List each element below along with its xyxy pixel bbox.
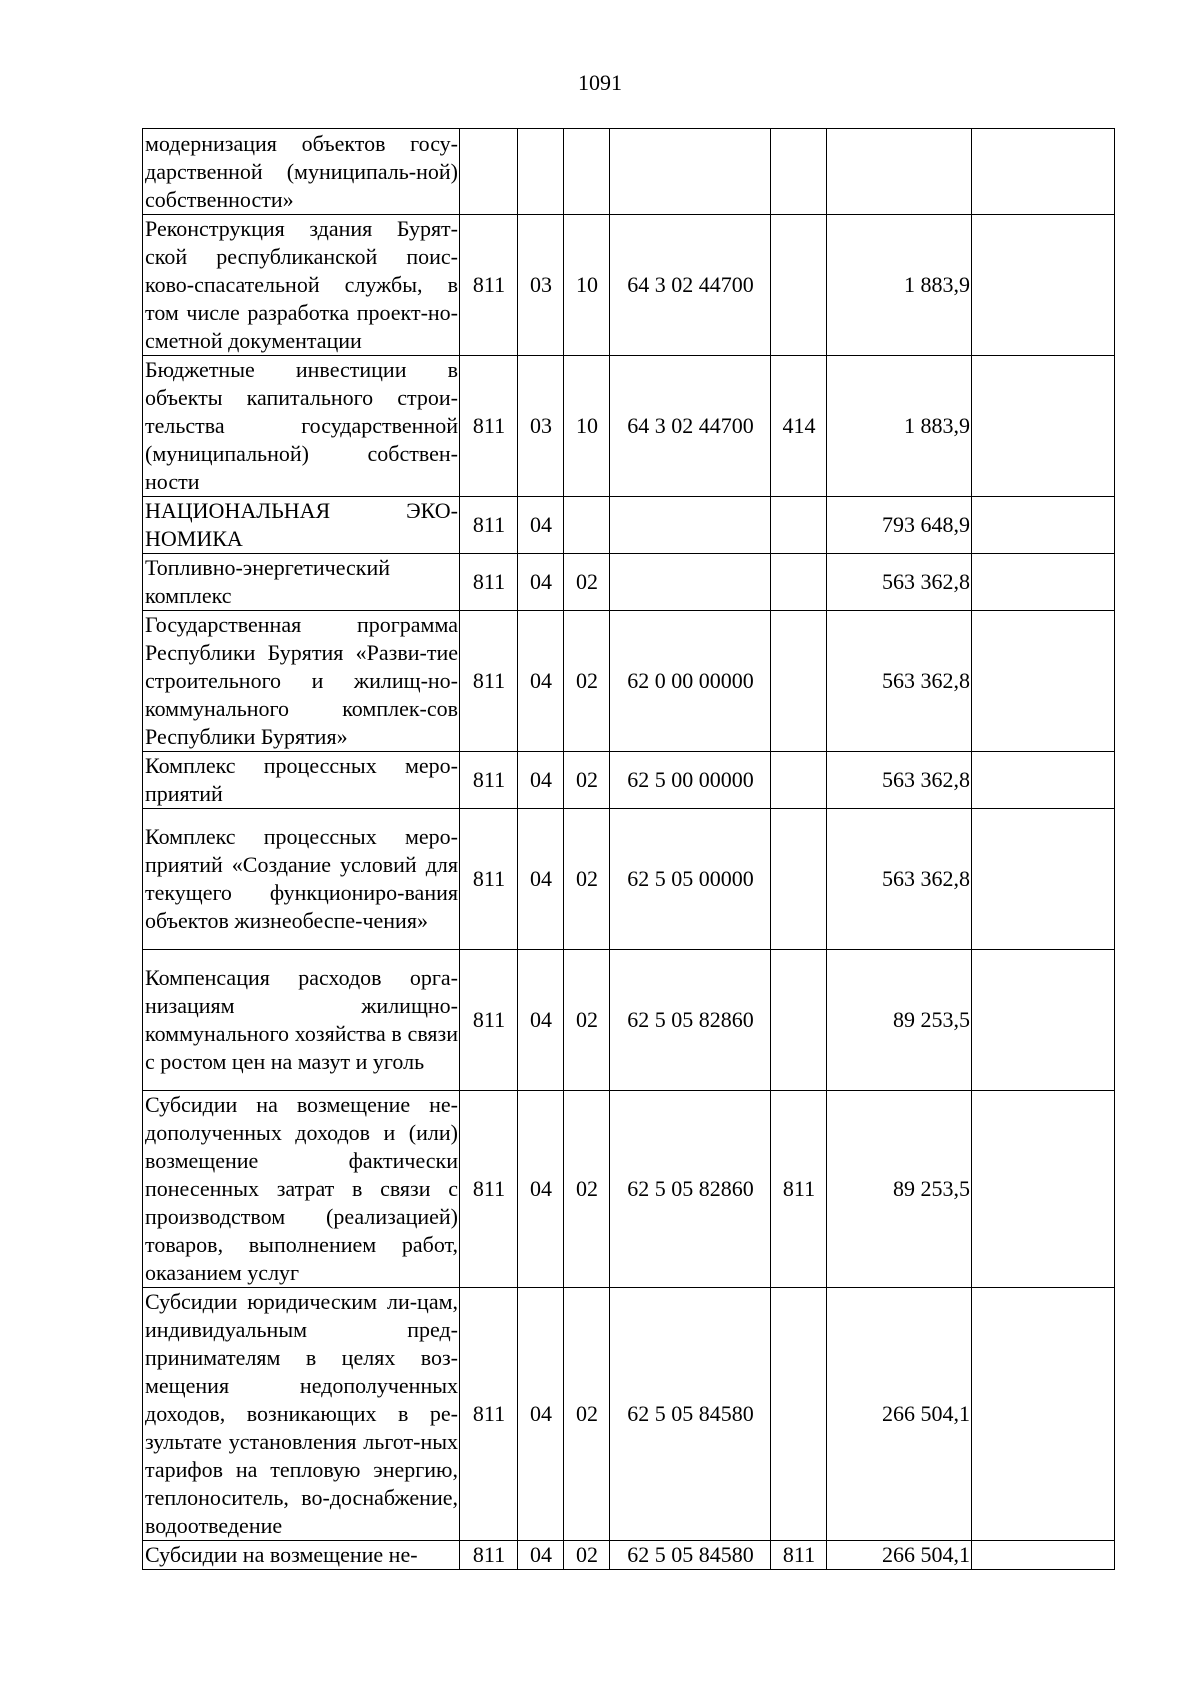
grbs-code-cell: 811: [460, 809, 518, 950]
row-name-cell: [143, 1288, 460, 1541]
expense-type-cell: [771, 611, 827, 752]
subsection-code-cell: 02: [564, 611, 610, 752]
expense-type-cell: [771, 554, 827, 611]
row-name-text: Субсидии на возмещение не-: [145, 1542, 418, 1567]
amount-cell: 563 362,8: [827, 611, 972, 752]
target-article-cell: 62 5 00 00000: [610, 752, 771, 809]
grbs-code-cell: 811: [460, 215, 518, 356]
empty-cell: [972, 611, 1115, 752]
grbs-code-cell: 811: [460, 554, 518, 611]
target-article-cell: [610, 497, 771, 554]
row-name-cell: [143, 809, 460, 950]
row-name-text: Комплекс процессных меро-приятий «Создание условий для текущего функциониро-вания объектов жизнеобеспе-чения»: [145, 824, 458, 933]
empty-cell: [972, 950, 1115, 1091]
table-row: [143, 809, 1115, 950]
page-number: 1091: [578, 70, 622, 95]
expense-type-cell: 811: [771, 1091, 827, 1288]
amount-cell: 89 253,5: [827, 950, 972, 1091]
budget-table-body: [143, 129, 1115, 1570]
section-code-cell: [518, 129, 564, 215]
empty-cell: [972, 356, 1115, 497]
empty-cell: [972, 497, 1115, 554]
row-name-cell: [143, 1541, 460, 1570]
grbs-code-cell: 811: [460, 1288, 518, 1541]
expense-type-cell: [771, 129, 827, 215]
table-row: [143, 554, 1115, 611]
section-code-cell: 03: [518, 215, 564, 356]
row-name-text: Топливно-энергетический комплекс: [145, 555, 391, 608]
section-code-cell: 04: [518, 497, 564, 554]
amount-cell: 1 883,9: [827, 215, 972, 356]
empty-cell: [972, 1091, 1115, 1288]
target-article-cell: 64 3 02 44700: [610, 215, 771, 356]
table-row: [143, 1091, 1115, 1288]
subsection-code-cell: 02: [564, 1541, 610, 1570]
table-row: [143, 611, 1115, 752]
table-row: [143, 356, 1115, 497]
empty-cell: [972, 809, 1115, 950]
amount-cell: [827, 129, 972, 215]
grbs-code-cell: 811: [460, 611, 518, 752]
row-name-text: Субсидии на возмещение не-дополученных доходов и (или) возмещение фактически понесенных затрат в связи с производством (реализацией) товаров, выполнением работ, оказанием услуг: [145, 1092, 458, 1285]
subsection-code-cell: 10: [564, 356, 610, 497]
target-article-cell: 62 5 05 84580: [610, 1541, 771, 1570]
grbs-code-cell: 811: [460, 1091, 518, 1288]
grbs-code-cell: 811: [460, 497, 518, 554]
target-article-cell: 62 5 05 00000: [610, 809, 771, 950]
target-article-cell: 62 5 05 82860: [610, 950, 771, 1091]
empty-cell: [972, 1288, 1115, 1541]
grbs-code-cell: 811: [460, 752, 518, 809]
expense-type-cell: [771, 809, 827, 950]
grbs-code-cell: [460, 129, 518, 215]
row-name-cell: [143, 752, 460, 809]
target-article-cell: 64 3 02 44700: [610, 356, 771, 497]
subsection-code-cell: 02: [564, 554, 610, 611]
subsection-code-cell: [564, 129, 610, 215]
amount-cell: 266 504,1: [827, 1541, 972, 1570]
row-name-text: модернизация объектов госу-дарственной (муниципаль-ной) собственности»: [145, 130, 458, 212]
expense-type-cell: [771, 497, 827, 554]
subsection-code-cell: 02: [564, 1288, 610, 1541]
row-name-text: Компенсация расходов орга-низациям жилищно-коммунального хозяйства в связи с ростом цен на мазут и уголь: [145, 965, 458, 1074]
table-row: [143, 215, 1115, 356]
amount-cell: 266 504,1: [827, 1288, 972, 1541]
expense-type-cell: [771, 752, 827, 809]
row-name-text: Комплекс процессных меро-приятий: [145, 753, 458, 806]
target-article-cell: 62 5 05 82860: [610, 1091, 771, 1288]
section-code-cell: 04: [518, 1288, 564, 1541]
budget-table: [142, 128, 1115, 1570]
row-name-cell: [143, 497, 460, 554]
row-name-cell: [143, 129, 460, 215]
target-article-cell: [610, 129, 771, 215]
row-name-cell: [143, 356, 460, 497]
expense-type-cell: 414: [771, 356, 827, 497]
row-name-text: НАЦИОНАЛЬНАЯ ЭКО-НОМИКА: [145, 498, 458, 551]
table-row: [143, 950, 1115, 1091]
table-row: [143, 1288, 1115, 1541]
empty-cell: [972, 752, 1115, 809]
amount-cell: 793 648,9: [827, 497, 972, 554]
row-name-text: Реконструкция здания Бурят-ской республиканской поис-ково-спасательной службы, в том числе разработка проект-но-сметной документации: [145, 216, 458, 353]
row-name-text: Государственная программа Республики Бурятия «Разви-тие строительного и жилищ-но-коммунального комплек-сов Республики Бурятия»: [145, 612, 458, 749]
row-name-cell: [143, 1091, 460, 1288]
subsection-code-cell: 02: [564, 809, 610, 950]
expense-type-cell: [771, 950, 827, 1091]
expense-type-cell: 811: [771, 1541, 827, 1570]
empty-cell: [972, 554, 1115, 611]
section-code-cell: 04: [518, 1541, 564, 1570]
section-code-cell: 04: [518, 950, 564, 1091]
grbs-code-cell: 811: [460, 356, 518, 497]
target-article-cell: 62 5 05 84580: [610, 1288, 771, 1541]
row-name-text: Субсидии юридическим ли-цам, индивидуальным пред-принимателям в целях воз-мещения недополученных доходов, возникающих в ре-зультате установления льгот-ных тарифов на тепловую энергию, теплоноситель, во-доснабжение, водоотведение: [145, 1289, 458, 1538]
row-name-cell: [143, 950, 460, 1091]
section-code-cell: 04: [518, 554, 564, 611]
table-row: [143, 752, 1115, 809]
amount-cell: 563 362,8: [827, 809, 972, 950]
row-name-text: Бюджетные инвестиции в объекты капитального строи-тельства государственной (муниципальной) собствен-ности: [145, 357, 458, 494]
empty-cell: [972, 215, 1115, 356]
section-code-cell: 04: [518, 809, 564, 950]
section-code-cell: 04: [518, 611, 564, 752]
amount-cell: 563 362,8: [827, 554, 972, 611]
amount-cell: 1 883,9: [827, 356, 972, 497]
expense-type-cell: [771, 1288, 827, 1541]
table-row: [143, 1541, 1115, 1570]
table-row: [143, 497, 1115, 554]
empty-cell: [972, 1541, 1115, 1570]
row-name-cell: [143, 611, 460, 752]
amount-cell: 563 362,8: [827, 752, 972, 809]
section-code-cell: 03: [518, 356, 564, 497]
subsection-code-cell: 02: [564, 752, 610, 809]
target-article-cell: [610, 554, 771, 611]
row-name-cell: [143, 554, 460, 611]
table-row: [143, 129, 1115, 215]
section-code-cell: 04: [518, 752, 564, 809]
grbs-code-cell: 811: [460, 1541, 518, 1570]
target-article-cell: 62 0 00 00000: [610, 611, 771, 752]
section-code-cell: 04: [518, 1091, 564, 1288]
subsection-code-cell: [564, 497, 610, 554]
expense-type-cell: [771, 215, 827, 356]
empty-cell: [972, 129, 1115, 215]
subsection-code-cell: 02: [564, 950, 610, 1091]
row-name-cell: [143, 215, 460, 356]
subsection-code-cell: 02: [564, 1091, 610, 1288]
amount-cell: 89 253,5: [827, 1091, 972, 1288]
subsection-code-cell: 10: [564, 215, 610, 356]
grbs-code-cell: 811: [460, 950, 518, 1091]
